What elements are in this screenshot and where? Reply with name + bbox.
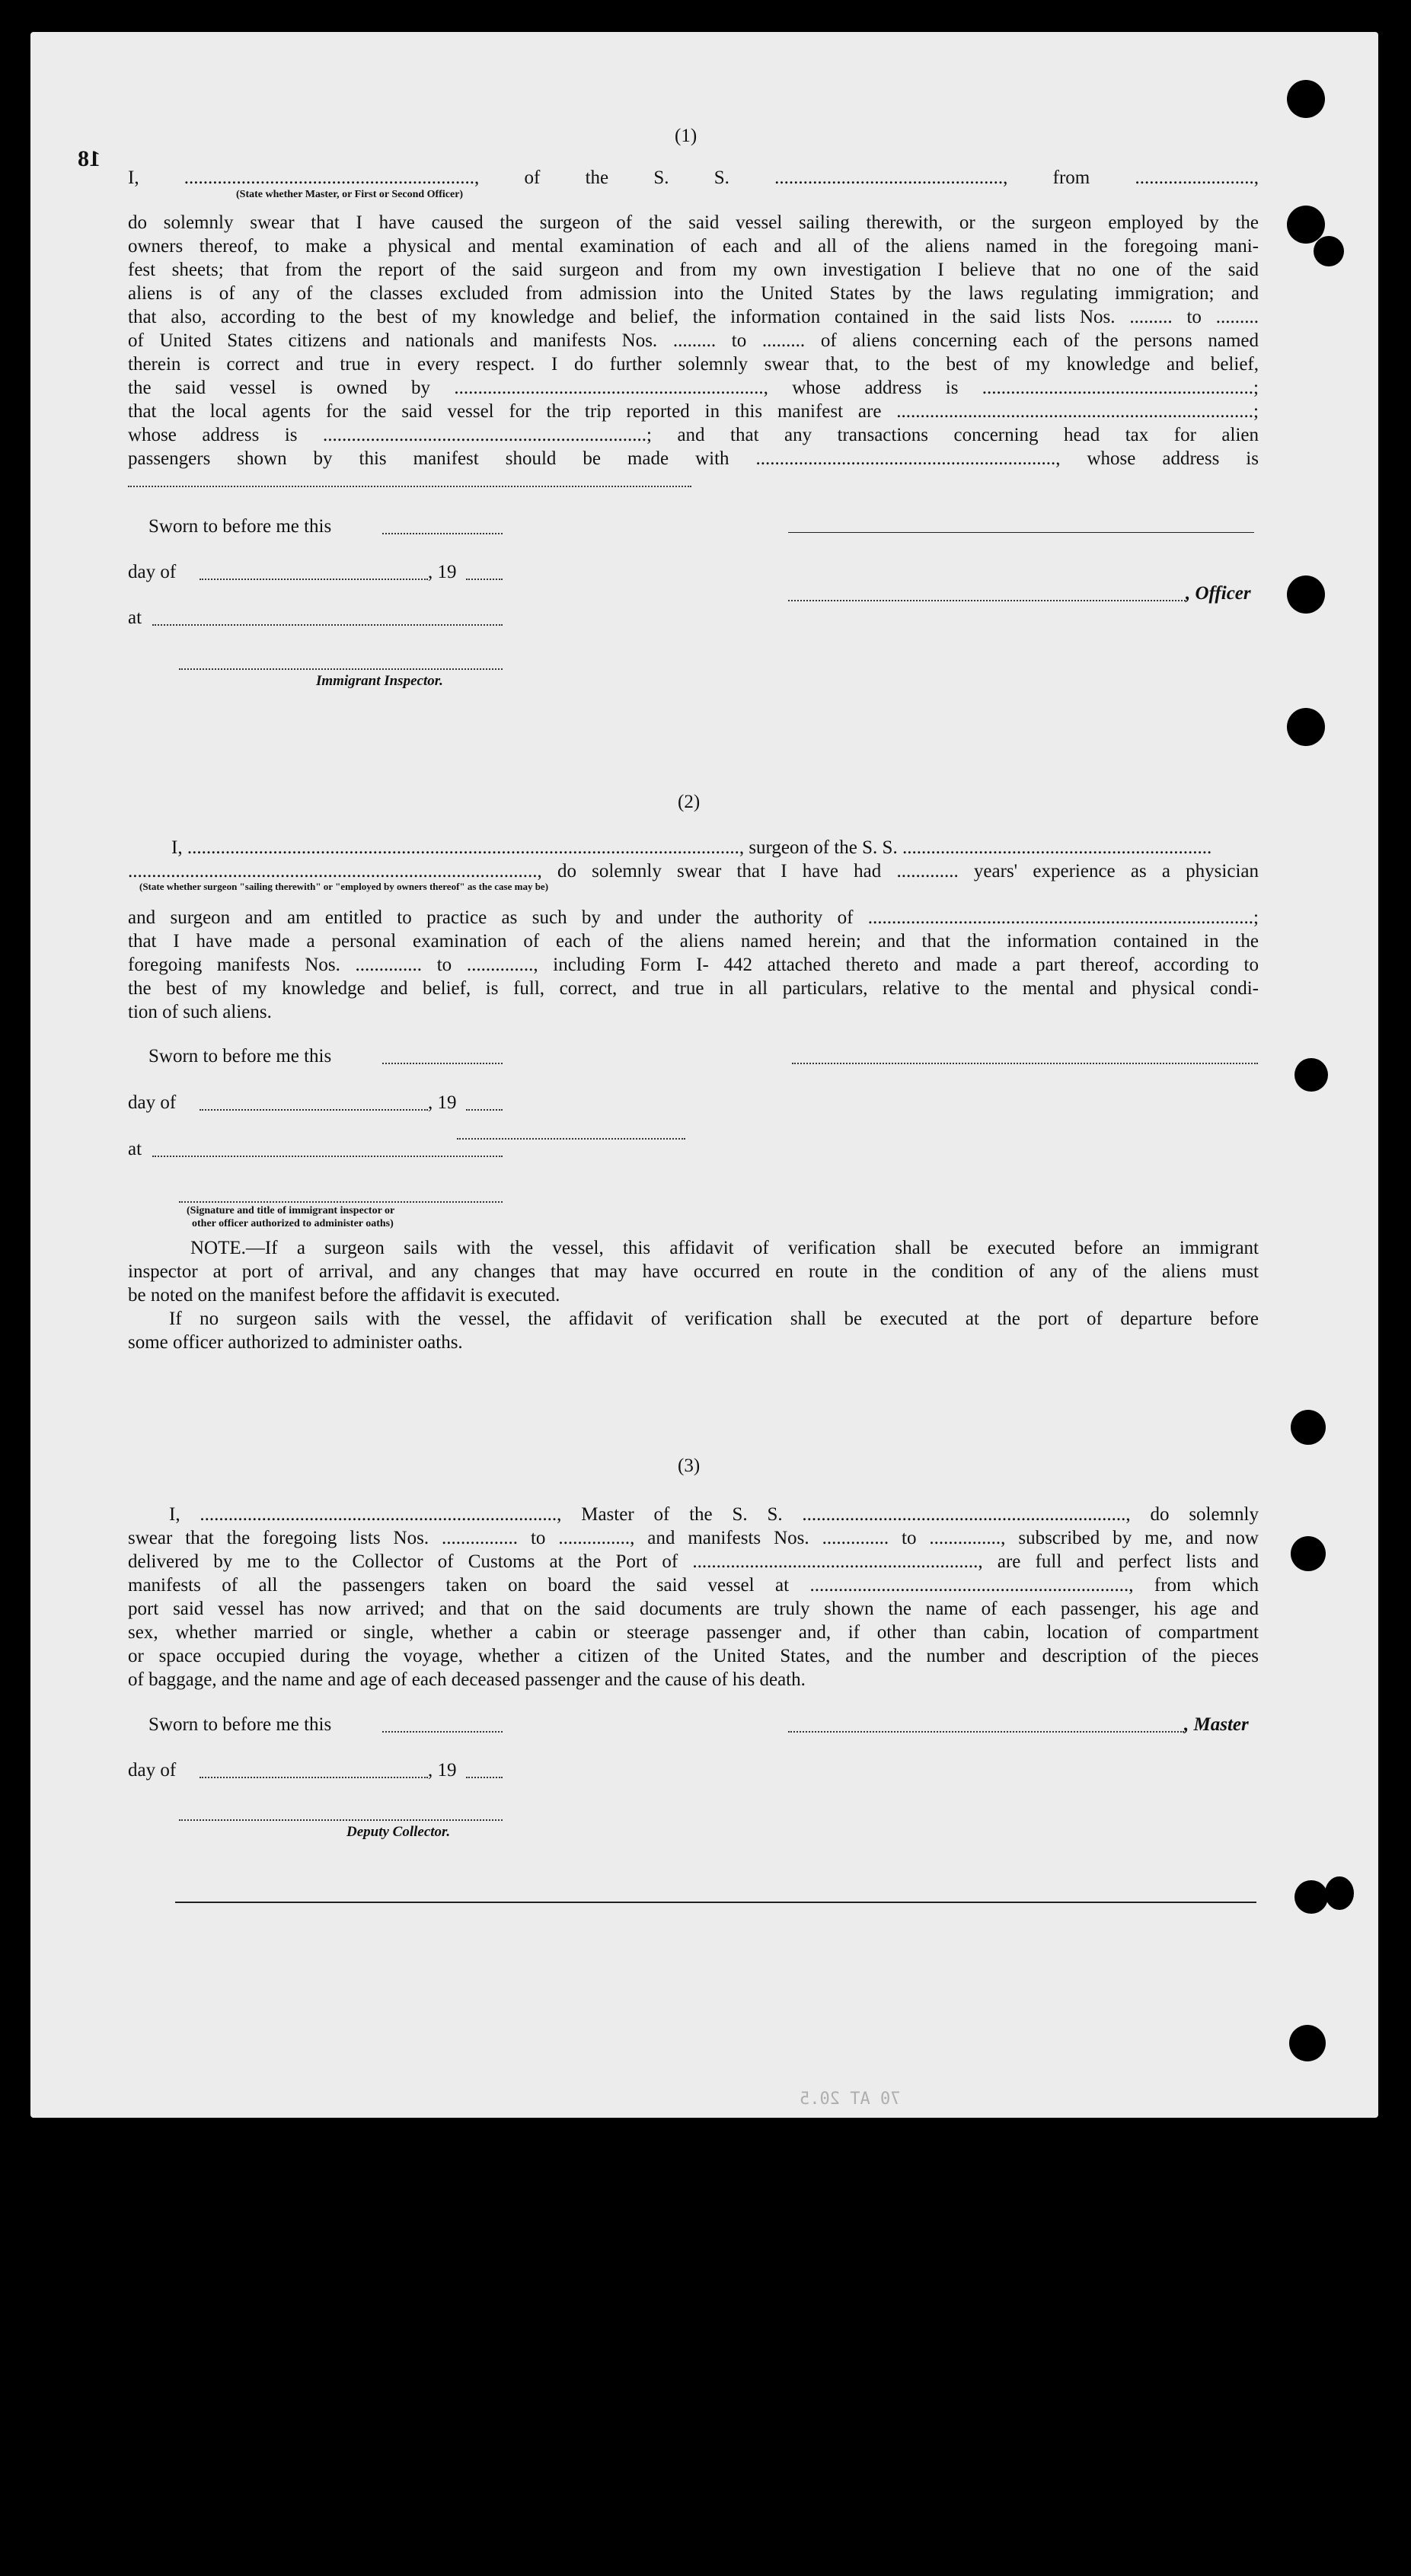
sec1-sworn-label: Sworn to before me this [148, 516, 332, 537]
section-3-number: (3) [678, 1455, 701, 1476]
sec2-at-blank [152, 1156, 503, 1157]
sec3-line: port said vessel has now arrived; and that on the said documents are truly shown the name of each passenger, his age and [128, 1599, 1259, 1619]
sec2-line: and surgeon and am entitled to practice as such by and under the authority of .................................................................................; [128, 907, 1259, 928]
sec3-collector-blank [179, 1819, 503, 1821]
sec1-line: that the local agents for the said vessel for the trip reported in this manifest are ...........................................................................; [128, 401, 1259, 422]
sec1-officer-blank [788, 600, 1186, 601]
sec1-day-blank [200, 579, 428, 580]
binder-hole [1289, 2025, 1326, 2061]
sec1-at-label: at [128, 607, 142, 628]
sec2-sworn-blank [382, 1063, 503, 1064]
sec1-inspector-label: Immigrant Inspector. [316, 673, 443, 689]
sec2-line: foregoing manifests Nos. .............. to .............., including Form I- 442 attached thereto and made a part thereof, according to [128, 955, 1259, 975]
sec3-line: manifests of all the passengers taken on board the said vessel at ..................................................................., from which [128, 1575, 1259, 1596]
sec1-line: aliens is of any of the classes excluded from admission into the United States by the laws regulating immigration; and [128, 283, 1259, 304]
sec3-year-blank [466, 1777, 503, 1778]
bottom-rule [175, 1902, 1256, 1903]
sec1-blank-line [128, 486, 691, 487]
binder-hole [1287, 80, 1325, 118]
sec1-sworn-blank [382, 533, 503, 534]
sec2-day-blank [200, 1109, 428, 1111]
sec2-line: ......................................................................................, do solemnly swear that I have had ............. years' experience as a physician [128, 861, 1259, 882]
sec1-year-blank [466, 579, 503, 580]
sec1-line: passengers shown by this manifest should be made with ..............................................................., whose address is [128, 448, 1259, 469]
sec2-year-label: , 19 [428, 1092, 457, 1113]
binder-hole [1287, 708, 1325, 746]
binder-hole [1325, 1876, 1354, 1910]
sec2-caption: (State whether surgeon "sailing therewith" or "employed by owners thereof" as the case may be) [139, 881, 549, 892]
page-number-stamp: 18 [78, 146, 101, 171]
sec2-line: I, ...................................................................................................................., surgeon of the S. S. ................................................................. [171, 837, 1212, 858]
note-line: NOTE.—If a surgeon sails with the vessel, this affidavit of verification shall be executed before an immigrant [190, 1238, 1259, 1258]
sec1-line: whose address is ....................................................................; and that any transactions concerning head tax for alien [128, 425, 1259, 445]
sec1-caption: (State whether Master, or First or Second Officer) [236, 189, 464, 200]
sec1-inspector-blank [179, 668, 503, 670]
note-line: If no surgeon sails with the vessel, the affidavit of verification shall be executed at the port of departure before [169, 1309, 1259, 1329]
sec2-signature-blank [792, 1063, 1258, 1064]
sec1-line: fest sheets; that from the report of the said surgeon and from my own investigation I believe that no one of the said [128, 260, 1259, 280]
sec2-sig-caption: other officer authorized to administer oaths) [192, 1218, 394, 1229]
bottom-stamp: 70 AT 20.5 [800, 2090, 901, 2109]
sec1-line: of United States citizens and nationals and manifests Nos. ......... to ......... of aliens concerning each of the persons named [128, 330, 1259, 351]
sec3-line: swear that the foregoing lists Nos. ................ to ..............., and manifests Nos. .............. to ..............., subscribed by me, and now [128, 1528, 1259, 1548]
sec2-at-label: at [128, 1139, 142, 1159]
binder-hole [1314, 236, 1344, 266]
sec2-sig-caption: (Signature and title of immigrant inspector or [187, 1205, 395, 1216]
sec3-line: I, ..........................................................................., Master of the S. S. ...................................................................., do solemnly [169, 1504, 1259, 1525]
sec3-master-label: , Master [1184, 1714, 1249, 1735]
sec3-line: delivered by me to the Collector of Customs at the Port of ............................................................, are full and perfect lists and [128, 1551, 1259, 1572]
note-line: some officer authorized to administer oaths. [128, 1332, 463, 1353]
sec1-line: that also, according to the best of my knowledge and belief, the information contained in the said lists Nos. ......... to ......... [128, 307, 1259, 327]
sec3-line: sex, whether married or single, whether a cabin or steerage passenger and, if other than cabin, location of compartment [128, 1622, 1259, 1643]
binder-hole [1291, 1536, 1326, 1571]
note-line: inspector at port of arrival, and any changes that may have occurred en route in the condition of any of the aliens must [128, 1261, 1259, 1282]
sec2-sworn-label: Sworn to before me this [148, 1046, 332, 1066]
sec3-master-blank [788, 1731, 1184, 1733]
sec1-year-label: , 19 [428, 562, 457, 582]
sec2-line: the best of my knowledge and belief, is full, correct, and true in all particulars, relative to the mental and physical condi- [128, 978, 1259, 999]
sec1-line: the said vessel is owned by ................................................................., whose address is .........................................................; [128, 378, 1259, 398]
binder-hole [1294, 1880, 1328, 1914]
sec3-year-label: , 19 [428, 1760, 457, 1781]
section-2-number: (2) [678, 792, 701, 812]
sec3-sworn-label: Sworn to before me this [148, 1714, 332, 1735]
sec2-inspector-blank [179, 1201, 503, 1203]
binder-hole [1294, 1058, 1328, 1092]
sec3-sworn-blank [382, 1731, 503, 1733]
sec3-line: of baggage, and the name and age of each deceased passenger and the cause of his death. [128, 1669, 806, 1690]
note-line: be noted on the manifest before the affidavit is executed. [128, 1285, 560, 1306]
sec1-line: therein is correct and true in every respect. I do further solemnly swear that, to the best of my knowledge and belief, [128, 354, 1259, 375]
sec2-year-blank [466, 1109, 503, 1111]
binder-hole [1287, 575, 1325, 614]
sec3-line: or space occupied during the voyage, whether a citizen of the United States, and the number and description of the pieces [128, 1646, 1259, 1666]
sec1-day-label: day of [128, 562, 177, 582]
sec3-day-label: day of [128, 1760, 177, 1781]
sec1-line: do solemnly swear that I have caused the surgeon of the said vessel sailing therewith, or the surgeon employed by the [128, 212, 1259, 233]
sec1-at-blank [152, 624, 503, 626]
sec1-line: I, ............................................................., of the S. S. ................................................, from ........................., [128, 167, 1259, 188]
sec2-line: that I have made a personal examination of each of the aliens named herein; and that the information contained in the [128, 931, 1259, 952]
sec3-day-blank [200, 1777, 428, 1778]
section-1-number: (1) [675, 126, 698, 146]
sec2-line: tion of such aliens. [128, 1002, 272, 1022]
sec1-line: owners thereof, to make a physical and mental examination of each and all of the aliens named in the foregoing mani- [128, 236, 1259, 257]
sec2-day-label: day of [128, 1092, 177, 1113]
sec1-officer-signature-line [788, 532, 1254, 533]
sec3-collector-label: Deputy Collector. [346, 1824, 451, 1840]
sec1-officer-label: , Officer [1186, 583, 1251, 604]
sec2-title-blank [457, 1138, 685, 1140]
binder-hole [1287, 206, 1325, 244]
binder-hole [1291, 1410, 1326, 1445]
